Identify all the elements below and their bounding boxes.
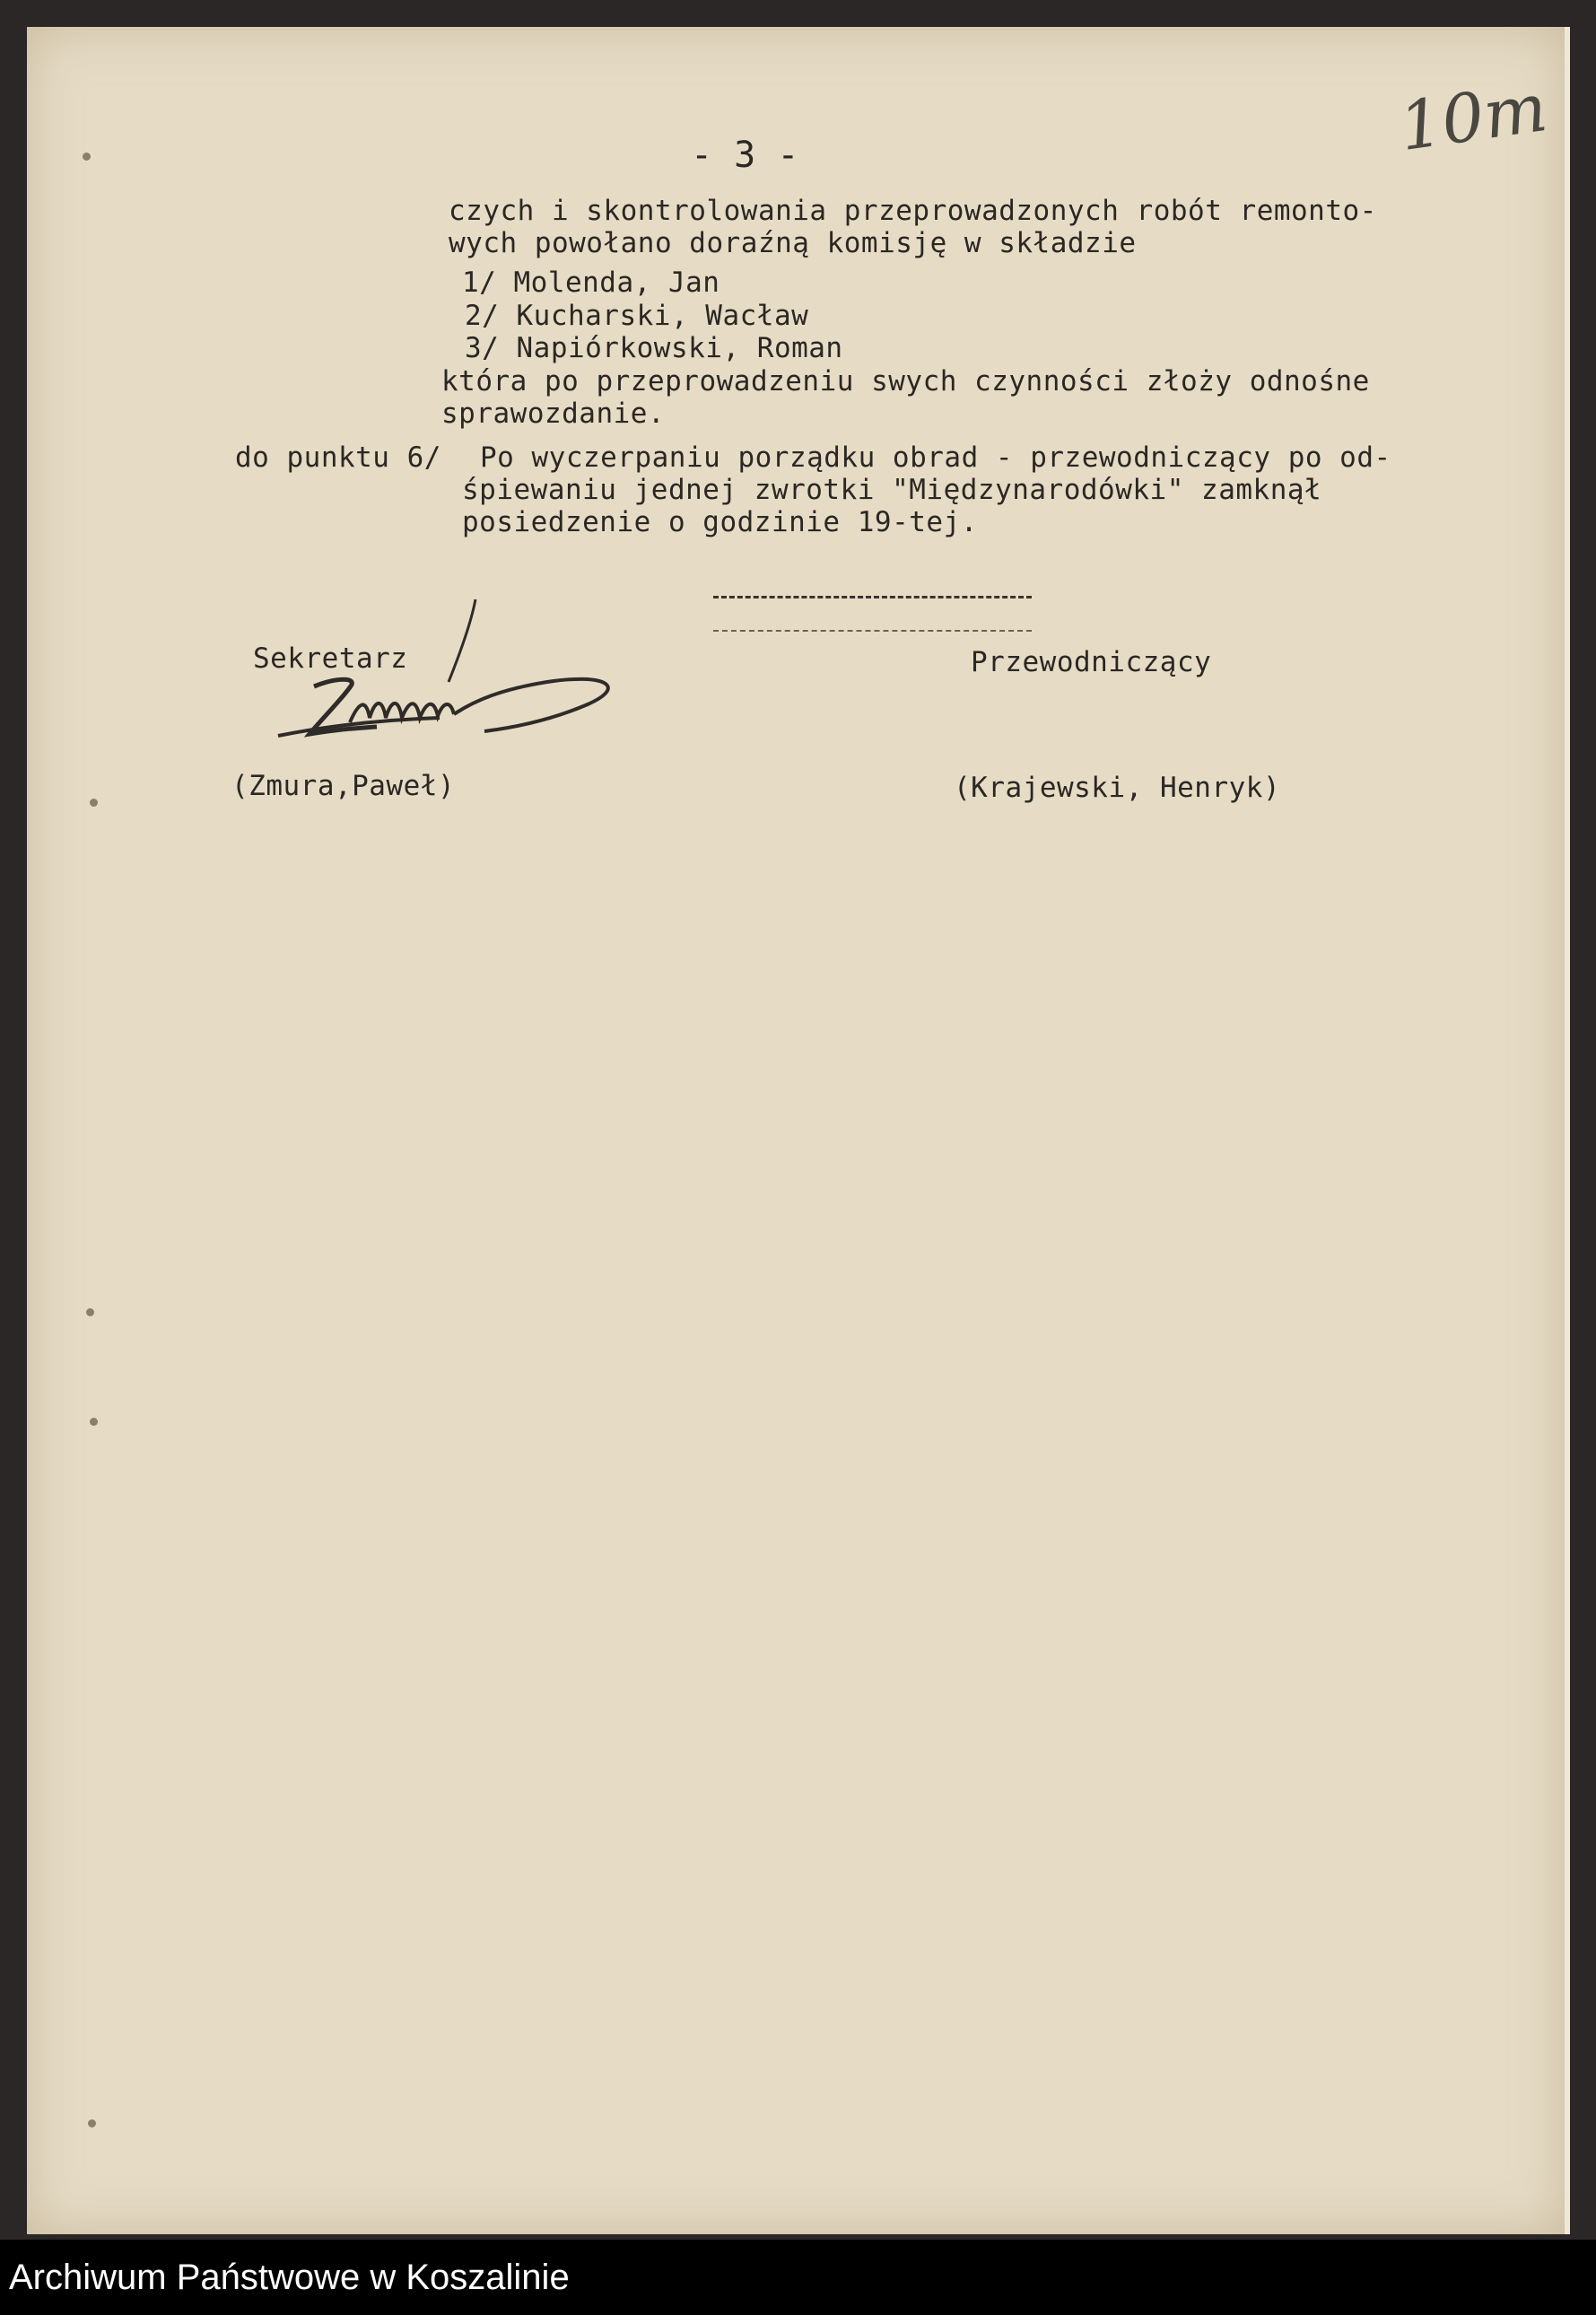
text-line: Po wyczerpaniu porządku obrad - przewodniczący po od-: [480, 441, 1391, 474]
text-line: czych i skontrolowania przeprowadzonych robót remonto-: [449, 195, 1377, 227]
punch-hole: [83, 153, 91, 161]
list-item: 3/ Napiórkowski, Roman: [465, 332, 843, 364]
text-line: śpiewaniu jednej zwrotki "Międzynarodówki" zamknął: [462, 474, 1322, 506]
page-number: - 3 -: [691, 135, 799, 176]
chair-title: Przewodniczący: [971, 646, 1212, 678]
separator-line: [713, 630, 1032, 632]
punch-hole: [90, 1418, 98, 1426]
text-line: posiedzenie o godzinie 19-tej.: [462, 506, 978, 538]
text-line: wych powołano doraźną komisję w składzie: [449, 227, 1137, 259]
text-line: sprawozdanie.: [441, 397, 666, 430]
text-line: która po przeprowadzeniu swych czynności złoży odnośne: [441, 365, 1370, 397]
separator-line: [713, 596, 1032, 598]
signature-text: Zmura: [395, 749, 398, 750]
secretary-title: Sekretarz: [253, 642, 408, 675]
secretary-name: (Zmura,Paweł): [231, 770, 456, 802]
list-item: 1/ Molenda, Jan: [462, 266, 720, 299]
archive-footer: Archiwum Państwowe w Koszalinie: [0, 2240, 1596, 2315]
punch-hole: [86, 1308, 94, 1316]
list-item: 2/ Kucharski, Wacław: [465, 300, 809, 332]
archive-number: 10m: [1394, 68, 1552, 167]
chair-name: (Krajewski, Henryk): [954, 772, 1281, 804]
point6-label: do punktu 6/: [235, 441, 441, 474]
secretary-signature: [251, 583, 628, 754]
punch-hole: [88, 2119, 96, 2127]
punch-hole: [90, 799, 98, 807]
